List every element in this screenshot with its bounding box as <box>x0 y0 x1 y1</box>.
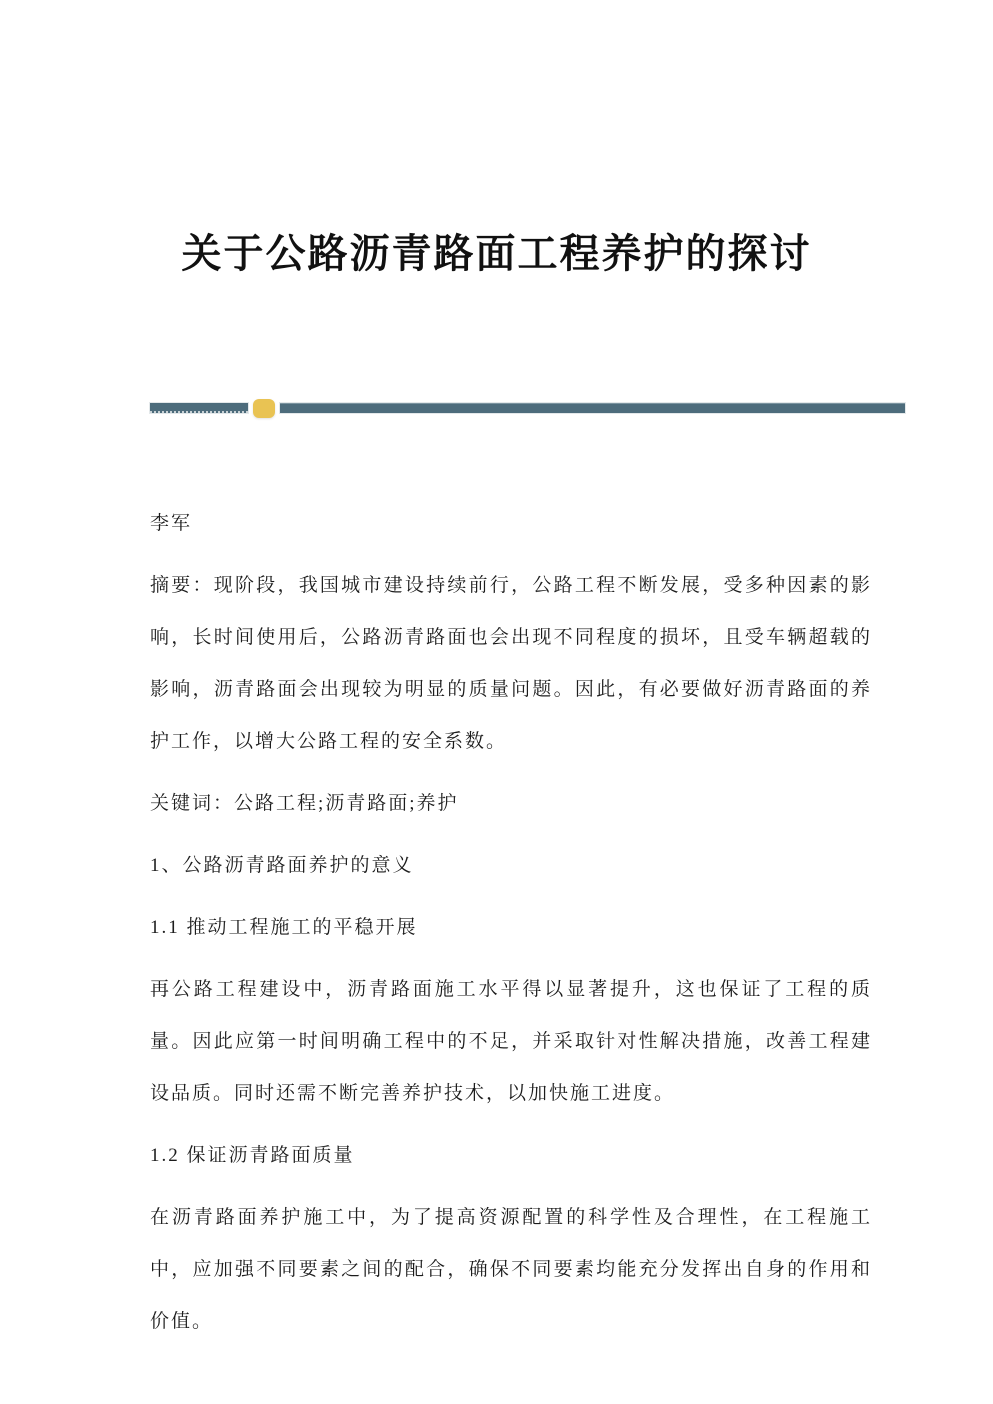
divider-accent-dot <box>253 399 275 418</box>
abstract-paragraph: 摘要：现阶段，我国城市建设持续前行，公路工程不断发展，受多种因素的影响，长时间使用后，公路沥青路面也会出现不同程度的损坏，且受车辆超载的影响，沥青路面会出现较为明显的质量问题。因此，有必要做好沥青路面的养护工作，以增大公路工程的安全系数。 <box>150 575 872 752</box>
author-name: 李军 <box>150 513 193 534</box>
body-paragraph-1-2: 在沥青路面养护施工中，为了提高资源配置的科学性及合理性，在工程施工中，应加强不同要素之间的配合，确保不同要素均能充分发挥出自身的作用和价值。 <box>150 1207 872 1332</box>
keywords-line: 关键词：公路工程;沥青路面;养护 <box>150 793 459 814</box>
subsection-heading-1-2: 1.2 保证沥青路面质量 <box>150 1145 355 1166</box>
divider-left-segment <box>150 403 248 413</box>
subsection-heading-1-1: 1.1 推动工程施工的平稳开展 <box>150 917 418 938</box>
body-paragraph-1-1: 再公路工程建设中，沥青路面施工水平得以显著提升，这也保证了工程的质量。因此应第一时间明确工程中的不足，并采取针对性解决措施，改善工程建设品质。同时还需不断完善养护技术，以加快施工进度。 <box>150 979 872 1104</box>
document-title: 关于公路沥青路面工程养护的探讨 <box>181 231 812 276</box>
divider-line <box>280 403 905 413</box>
title-divider <box>150 398 905 418</box>
document-body <box>150 498 872 1348</box>
section-heading-1: 1、公路沥青路面养护的意义 <box>150 855 414 876</box>
